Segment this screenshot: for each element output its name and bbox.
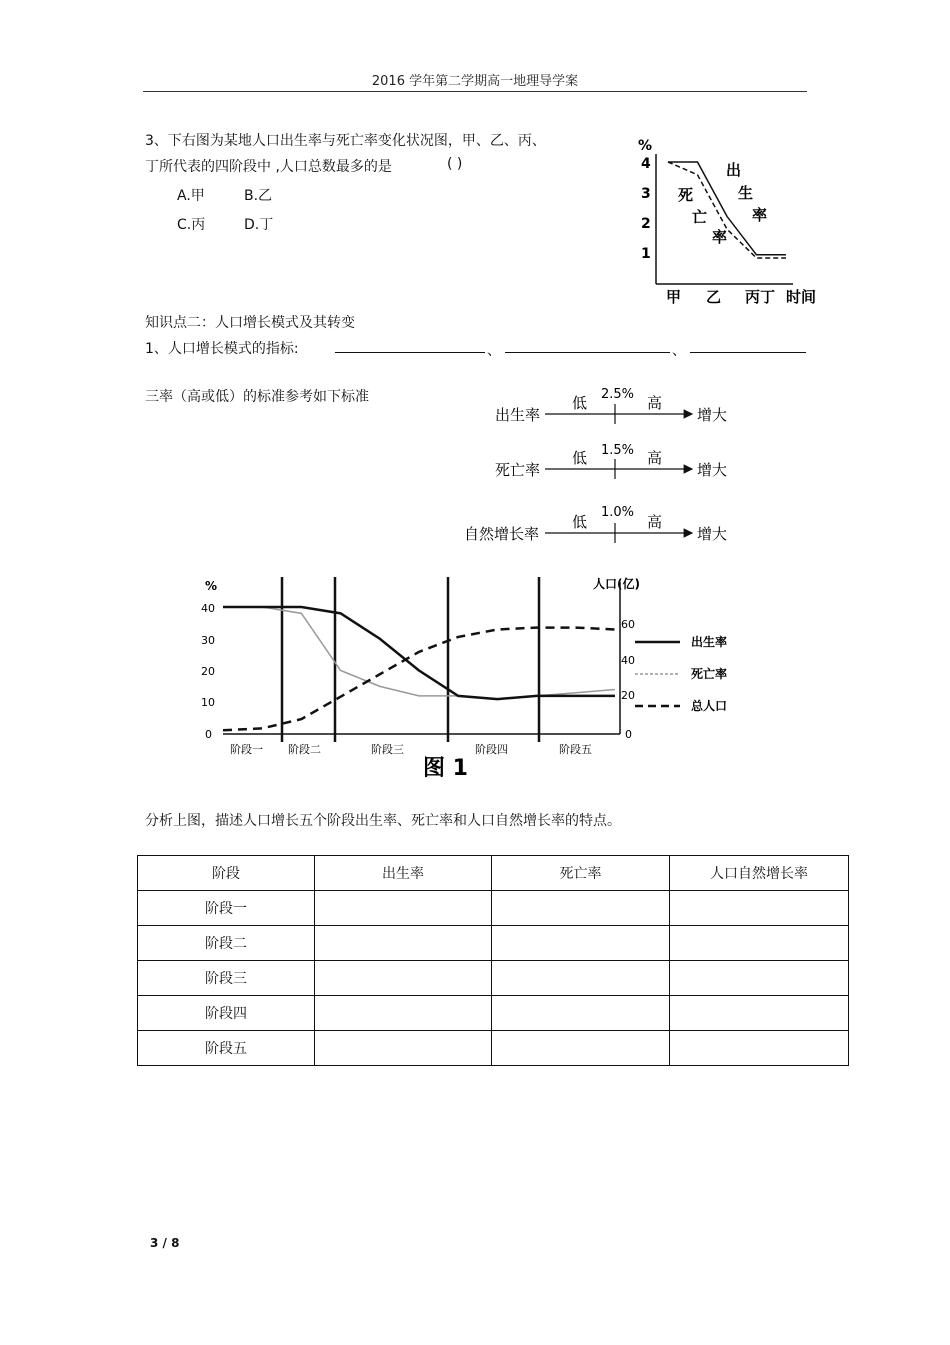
x-label-jia: 甲 (666, 288, 682, 306)
q3-line1: 3、下右图为某地人口出生率与死亡率变化状况图，甲、乙、丙、 (145, 133, 546, 149)
left-tick-30: 30 (201, 634, 215, 647)
table-header: 阶段 (138, 856, 315, 891)
q3-answer-paren: ( ) (447, 156, 463, 172)
death-char-2: 亡 (692, 208, 708, 226)
stage-characteristics-table (137, 855, 849, 1066)
left-unit-label: % (205, 579, 218, 593)
birth-char-2: 生 (738, 184, 754, 202)
legend-birth: 出生率 (691, 635, 728, 649)
x-label-bing-ding: 丙丁 (745, 288, 776, 306)
right-unit-label: 人口(亿) (593, 577, 640, 591)
death-char-3: 率 (712, 228, 728, 246)
answer-cell[interactable] (492, 891, 670, 926)
left-tick-40: 40 (201, 602, 215, 615)
y-tick-4: 4 (641, 156, 651, 172)
q3-option-d: D.丁 (244, 217, 274, 233)
row-label: 阶段三 (138, 961, 315, 996)
answer-cell[interactable] (670, 961, 849, 996)
figure-caption: 图 1 (423, 756, 468, 781)
stage-4-label: 阶段四 (475, 743, 508, 756)
stage-5-label: 阶段五 (559, 743, 592, 756)
legend-death: 死亡率 (691, 667, 728, 681)
left-tick-10: 10 (201, 696, 215, 709)
death-char-1: 死 (678, 186, 694, 204)
indicator-sep-2: 、 (672, 343, 686, 359)
answer-cell[interactable] (315, 961, 492, 996)
answer-cell[interactable] (492, 961, 670, 996)
scale-end: 增大 (697, 406, 728, 424)
indicator-blank-1 (335, 352, 485, 353)
table-row (138, 926, 849, 961)
analysis-prompt: 分析上图，描述人口增长五个阶段出生率、死亡率和人口自然增长率的特点。 (145, 813, 621, 829)
table-header: 出生率 (315, 856, 492, 891)
row-label: 阶段四 (138, 996, 315, 1031)
scale-threshold: 2.5% (601, 387, 635, 402)
q3-option-a: A.甲 (177, 188, 205, 204)
x-label-yi: 乙 (706, 288, 722, 306)
scale-label-death: 死亡率 (495, 461, 541, 479)
chart-unit-label: % (638, 138, 653, 154)
indicator-blank-2 (505, 352, 670, 353)
standards-intro: 三率（高或低）的标准参考如下标准 (145, 389, 369, 405)
y-tick-1: 1 (641, 246, 651, 262)
left-tick-0: 0 (205, 728, 212, 741)
answer-cell[interactable] (315, 926, 492, 961)
answer-cell[interactable] (670, 891, 849, 926)
scale-label-birth: 出生率 (495, 406, 541, 424)
scale-low: 低 (572, 513, 588, 531)
row-label: 阶段二 (138, 926, 315, 961)
table-row (138, 996, 849, 1031)
birth-char-3: 率 (752, 206, 768, 224)
header-divider (143, 91, 807, 92)
scale-high: 高 (647, 513, 663, 531)
answer-cell[interactable] (315, 1031, 492, 1066)
indicator-blank-3 (690, 352, 806, 353)
section2-title: 知识点二：人口增长模式及其转变 (145, 315, 355, 331)
q3-option-c: C.丙 (177, 217, 206, 233)
y-tick-3: 3 (641, 186, 651, 202)
scale-end: 增大 (697, 525, 728, 543)
indicator-prompt: 1、人口增长模式的指标: (145, 341, 299, 357)
scale-threshold: 1.0% (601, 505, 635, 520)
scale-label-growth: 自然增长率 (464, 525, 540, 543)
y-tick-2: 2 (641, 216, 651, 232)
row-label: 阶段五 (138, 1031, 315, 1066)
table-row (138, 961, 849, 996)
scale-end: 增大 (697, 461, 728, 479)
answer-cell[interactable] (670, 996, 849, 1031)
left-tick-20: 20 (201, 665, 215, 678)
answer-cell[interactable] (670, 926, 849, 961)
table-row (138, 891, 849, 926)
indicator-sep-1: 、 (487, 343, 501, 359)
answer-cell[interactable] (670, 1031, 849, 1066)
scale-high: 高 (647, 449, 663, 467)
death-rate-scale (495, 443, 727, 479)
population-transition-chart (195, 572, 745, 787)
birth-rate-scale (495, 387, 727, 424)
natural-growth-scale (464, 505, 727, 543)
page-header: 2016 学年第二学期高一地理导学案 (371, 74, 579, 89)
table-header-row (138, 856, 849, 891)
table-header: 死亡率 (492, 856, 670, 891)
answer-cell[interactable] (492, 926, 670, 961)
page-number: 3 / 8 (150, 1236, 180, 1250)
stage-2-label: 阶段二 (288, 743, 321, 756)
birth-death-rate-chart (628, 132, 828, 307)
answer-cell[interactable] (315, 996, 492, 1031)
stage-3-label: 阶段三 (371, 743, 404, 756)
birth-char-1: 出 (726, 161, 742, 179)
legend (635, 634, 727, 713)
answer-cell[interactable] (492, 1031, 670, 1066)
scale-low: 低 (572, 394, 588, 412)
table-row (138, 1031, 849, 1066)
rate-standard-scales (455, 380, 755, 550)
q3-line2: 丁所代表的四阶段中 ,人口总数最多的是 (145, 159, 392, 175)
answer-cell[interactable] (315, 891, 492, 926)
right-tick-40: 40 (621, 654, 635, 667)
stage-1-label: 阶段一 (230, 743, 263, 756)
x-label-time: 时间 (786, 288, 817, 306)
right-tick-20: 20 (621, 689, 635, 702)
scale-high: 高 (647, 394, 663, 412)
answer-cell[interactable] (492, 996, 670, 1031)
row-label: 阶段一 (138, 891, 315, 926)
right-tick-60: 60 (621, 618, 635, 631)
q3-option-b: B.乙 (244, 188, 273, 204)
scale-threshold: 1.5% (601, 443, 635, 458)
right-tick-0: 0 (625, 728, 632, 741)
table-header: 人口自然增长率 (670, 856, 849, 891)
scale-low: 低 (572, 449, 588, 467)
legend-pop: 总人口 (691, 699, 728, 713)
